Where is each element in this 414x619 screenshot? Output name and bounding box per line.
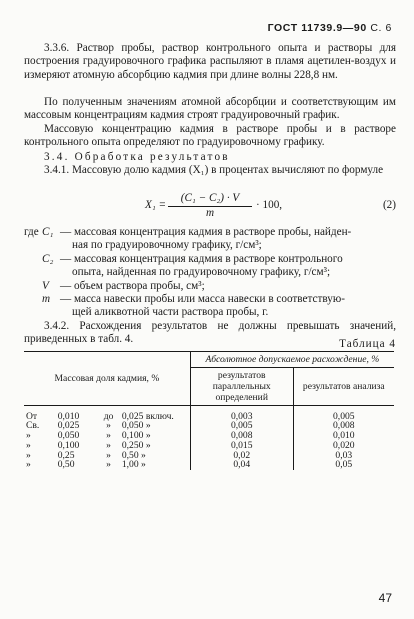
row-parallel-value: 0,008 xyxy=(190,431,293,441)
row-to: 0,025 включ. xyxy=(121,410,174,422)
row-to-word: » xyxy=(106,439,111,451)
row-to: 0,250 » xyxy=(121,439,151,451)
formula-2 xyxy=(24,192,396,218)
row-from: 0,25 xyxy=(57,449,75,461)
formula-numerator: (C₁ − C₂) · V xyxy=(168,192,252,207)
paragraph-3-4-2: 3.4.2. Расхождения результатов не должны превышать значений, приведенных в табл. 4. xyxy=(24,319,396,346)
row-prefix: Св. xyxy=(26,420,40,432)
formula-number: (2) xyxy=(382,199,396,211)
formula-fraction xyxy=(168,192,252,221)
definition-m-line1: — масса навески пробы или масса навески в соответствую- xyxy=(60,293,345,306)
header-parallel: результатов параллельных определений xyxy=(190,368,293,406)
row-parallel-value: 0,005 xyxy=(190,421,293,431)
header-page-ref: С. 6 xyxy=(370,22,392,34)
row-to: 0,050 » xyxy=(121,420,151,432)
row-parallel-value: 0,015 xyxy=(190,441,293,451)
definition-m xyxy=(24,293,396,320)
row-prefix: » xyxy=(26,459,31,471)
paragraph-graph: По полученным значениям атомной абсорбции и соответствующим им массовым концентрациям кадмия строят градуировочный график. xyxy=(24,96,396,122)
row-to-word: » xyxy=(106,420,111,432)
variable-definitions xyxy=(24,226,396,347)
running-header xyxy=(268,22,392,35)
row-analysis-value: 0,005 xyxy=(293,412,394,422)
symbol-c1: C₁ xyxy=(42,226,54,238)
section-heading-3-4: 3.4. Обработка результатов xyxy=(44,151,230,163)
definition-v-line1: — объем раствора пробы, см³; xyxy=(60,279,205,292)
definition-v xyxy=(24,280,396,293)
row-prefix: » xyxy=(26,430,31,442)
definition-c2 xyxy=(24,253,396,280)
paragraph-concentration: Массовую концентрацию кадмия в растворе пробы и в растворе контрольного опыта определяют по градуировочному графику. xyxy=(24,123,396,149)
row-to-word: » xyxy=(106,449,111,461)
row-analysis-value: 0,020 xyxy=(293,441,394,451)
table-4 xyxy=(24,351,394,470)
standard-number: ГОСТ 11739.9—90 xyxy=(267,22,367,34)
table-caption: Таблица 4 xyxy=(339,338,396,350)
table-row xyxy=(24,460,394,470)
paragraph-3-4-1: 3.4.1. Массовую долю кадмия (X₁) в процентах вычисляют по формуле xyxy=(44,164,384,176)
row-parallel-value: 0,04 xyxy=(190,460,293,470)
row-prefix: » xyxy=(26,449,31,461)
definition-c2-line2: опыта, найденная по градуировочному графику, г/см³; xyxy=(72,266,331,279)
row-to-word: до xyxy=(103,410,114,422)
row-to: 0,100 » xyxy=(121,430,151,442)
paragraph-3-3-6: 3.3.6. Раствор пробы, раствор контрольного опыта и растворы для построения градуировочного графика распыляют в пламя ацетилен-воздух и измеряют атомную абсорбцию кадмия при длине волны 228,8 нм. xyxy=(24,42,396,81)
row-analysis-value: 0,03 xyxy=(293,451,394,461)
row-analysis-value: 0,05 xyxy=(293,460,394,470)
row-to: 0,50 » xyxy=(121,449,146,461)
header-mass-fraction: Массовая доля кадмия, % xyxy=(24,352,190,406)
definition-c1-line2: ная по градуировочному графику, г/см³; xyxy=(72,239,262,252)
symbol-m: m xyxy=(42,293,51,306)
formula-denominator: m xyxy=(205,207,215,220)
row-analysis-value: 0,008 xyxy=(293,421,394,431)
row-prefix: » xyxy=(26,439,31,451)
row-from: 0,100 xyxy=(57,439,80,451)
header-allowed-difference: Абсолютное допускаемое расхождение, % xyxy=(190,352,394,368)
row-from: 0,010 xyxy=(57,410,80,422)
row-analysis-value: 0,010 xyxy=(293,431,394,441)
formula-lhs: X₁ = xyxy=(145,199,167,211)
row-parallel-value: 0,003 xyxy=(190,412,293,422)
header-analysis: результатов анализа xyxy=(293,368,394,406)
row-from: 0,050 xyxy=(57,430,80,442)
row-to: 1,00 » xyxy=(121,459,146,471)
row-parallel-value: 0,02 xyxy=(190,451,293,461)
definition-c1-line1: — массовая концентрация кадмия в растворе пробы, найден- xyxy=(60,226,352,238)
row-from: 0,025 xyxy=(57,420,80,432)
row-prefix: От xyxy=(26,410,38,422)
symbol-v: V xyxy=(42,279,49,292)
where-word: где xyxy=(24,226,39,238)
row-to-word: » xyxy=(106,459,111,471)
definition-c1 xyxy=(24,226,396,253)
definition-m-line2: щей аликвотной части раствора пробы, г. xyxy=(72,306,269,319)
symbol-c2: C₂ xyxy=(42,252,54,265)
page-number: 47 xyxy=(378,590,392,605)
formula-multiplier: · 100, xyxy=(256,199,283,211)
row-to-word: » xyxy=(106,430,111,442)
definition-c2-line1: — массовая концентрация кадмия в растворе контрольного xyxy=(60,252,343,265)
row-from: 0,50 xyxy=(57,459,75,471)
